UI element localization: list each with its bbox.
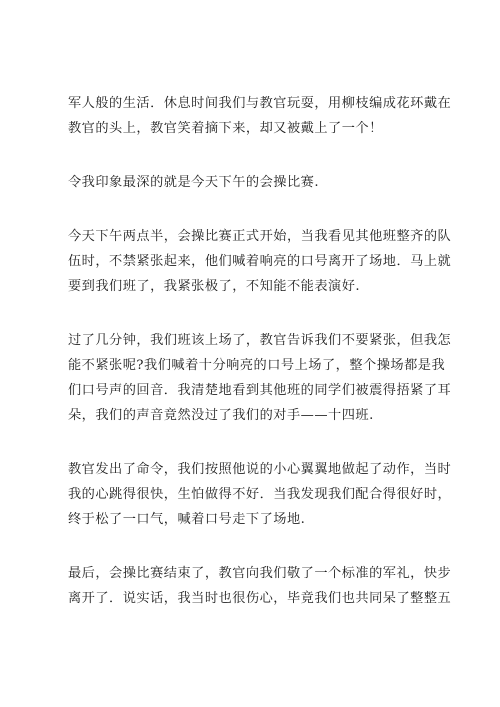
text-line: 教官发出了命令，我们按照他说的小心翼翼地做起了动作，当时 — [68, 462, 452, 477]
text-line: 朵，我们的声音竟然没过了我们的对手——十四班. — [68, 408, 374, 423]
paragraph-5 — [68, 457, 452, 532]
text-line: 教官的头上，教官笑着摘下来，却又被戴上了一个！ — [68, 121, 383, 136]
text-line: 要到我们班了，我紧张极了，不知能不能表演好. — [68, 279, 361, 294]
text-line: 今天下午两点半，会操比赛正式开始，当我看见其他班整齐的队 — [68, 229, 452, 244]
paragraph-6 — [68, 561, 452, 611]
paragraph-1 — [68, 91, 452, 141]
text-line: 过了几分钟，我们班该上场了，教官告诉我们不要紧张，但我怎 — [68, 333, 452, 348]
text-line: 离开了．说实话，我当时也很伤心，毕竟我们也共同呆了整整五 — [68, 591, 452, 606]
text-line: 们口号声的回音．我清楚地看到其他班的同学们被震得捂紧了耳 — [68, 383, 452, 398]
paragraph-3 — [68, 224, 452, 299]
paragraph-2 — [68, 170, 438, 195]
text-line: 令我印象最深的就是今天下午的会操比赛. — [68, 175, 320, 190]
text-line: 军人般的生活．休息时间我们与教官玩耍，用柳枝编成花环戴在 — [68, 96, 452, 111]
text-line: 伍时，不禁紧张起来，他们喊着响亮的口号离开了场地．马上就 — [68, 254, 452, 269]
paragraph-4 — [68, 328, 452, 428]
text-line: 我的心跳得很快，生怕做得不好．当我发现我们配合得很好时， — [68, 487, 452, 502]
text-line: 终于松了一口气，喊着口号走下了场地. — [68, 512, 306, 527]
text-line: 最后，会操比赛结束了，教官向我们敬了一个标准的军礼，快步 — [68, 566, 452, 581]
text-line: 能不紧张呢?我们喊着十分响亮的口号上场了，整个操场都是我 — [68, 358, 446, 373]
